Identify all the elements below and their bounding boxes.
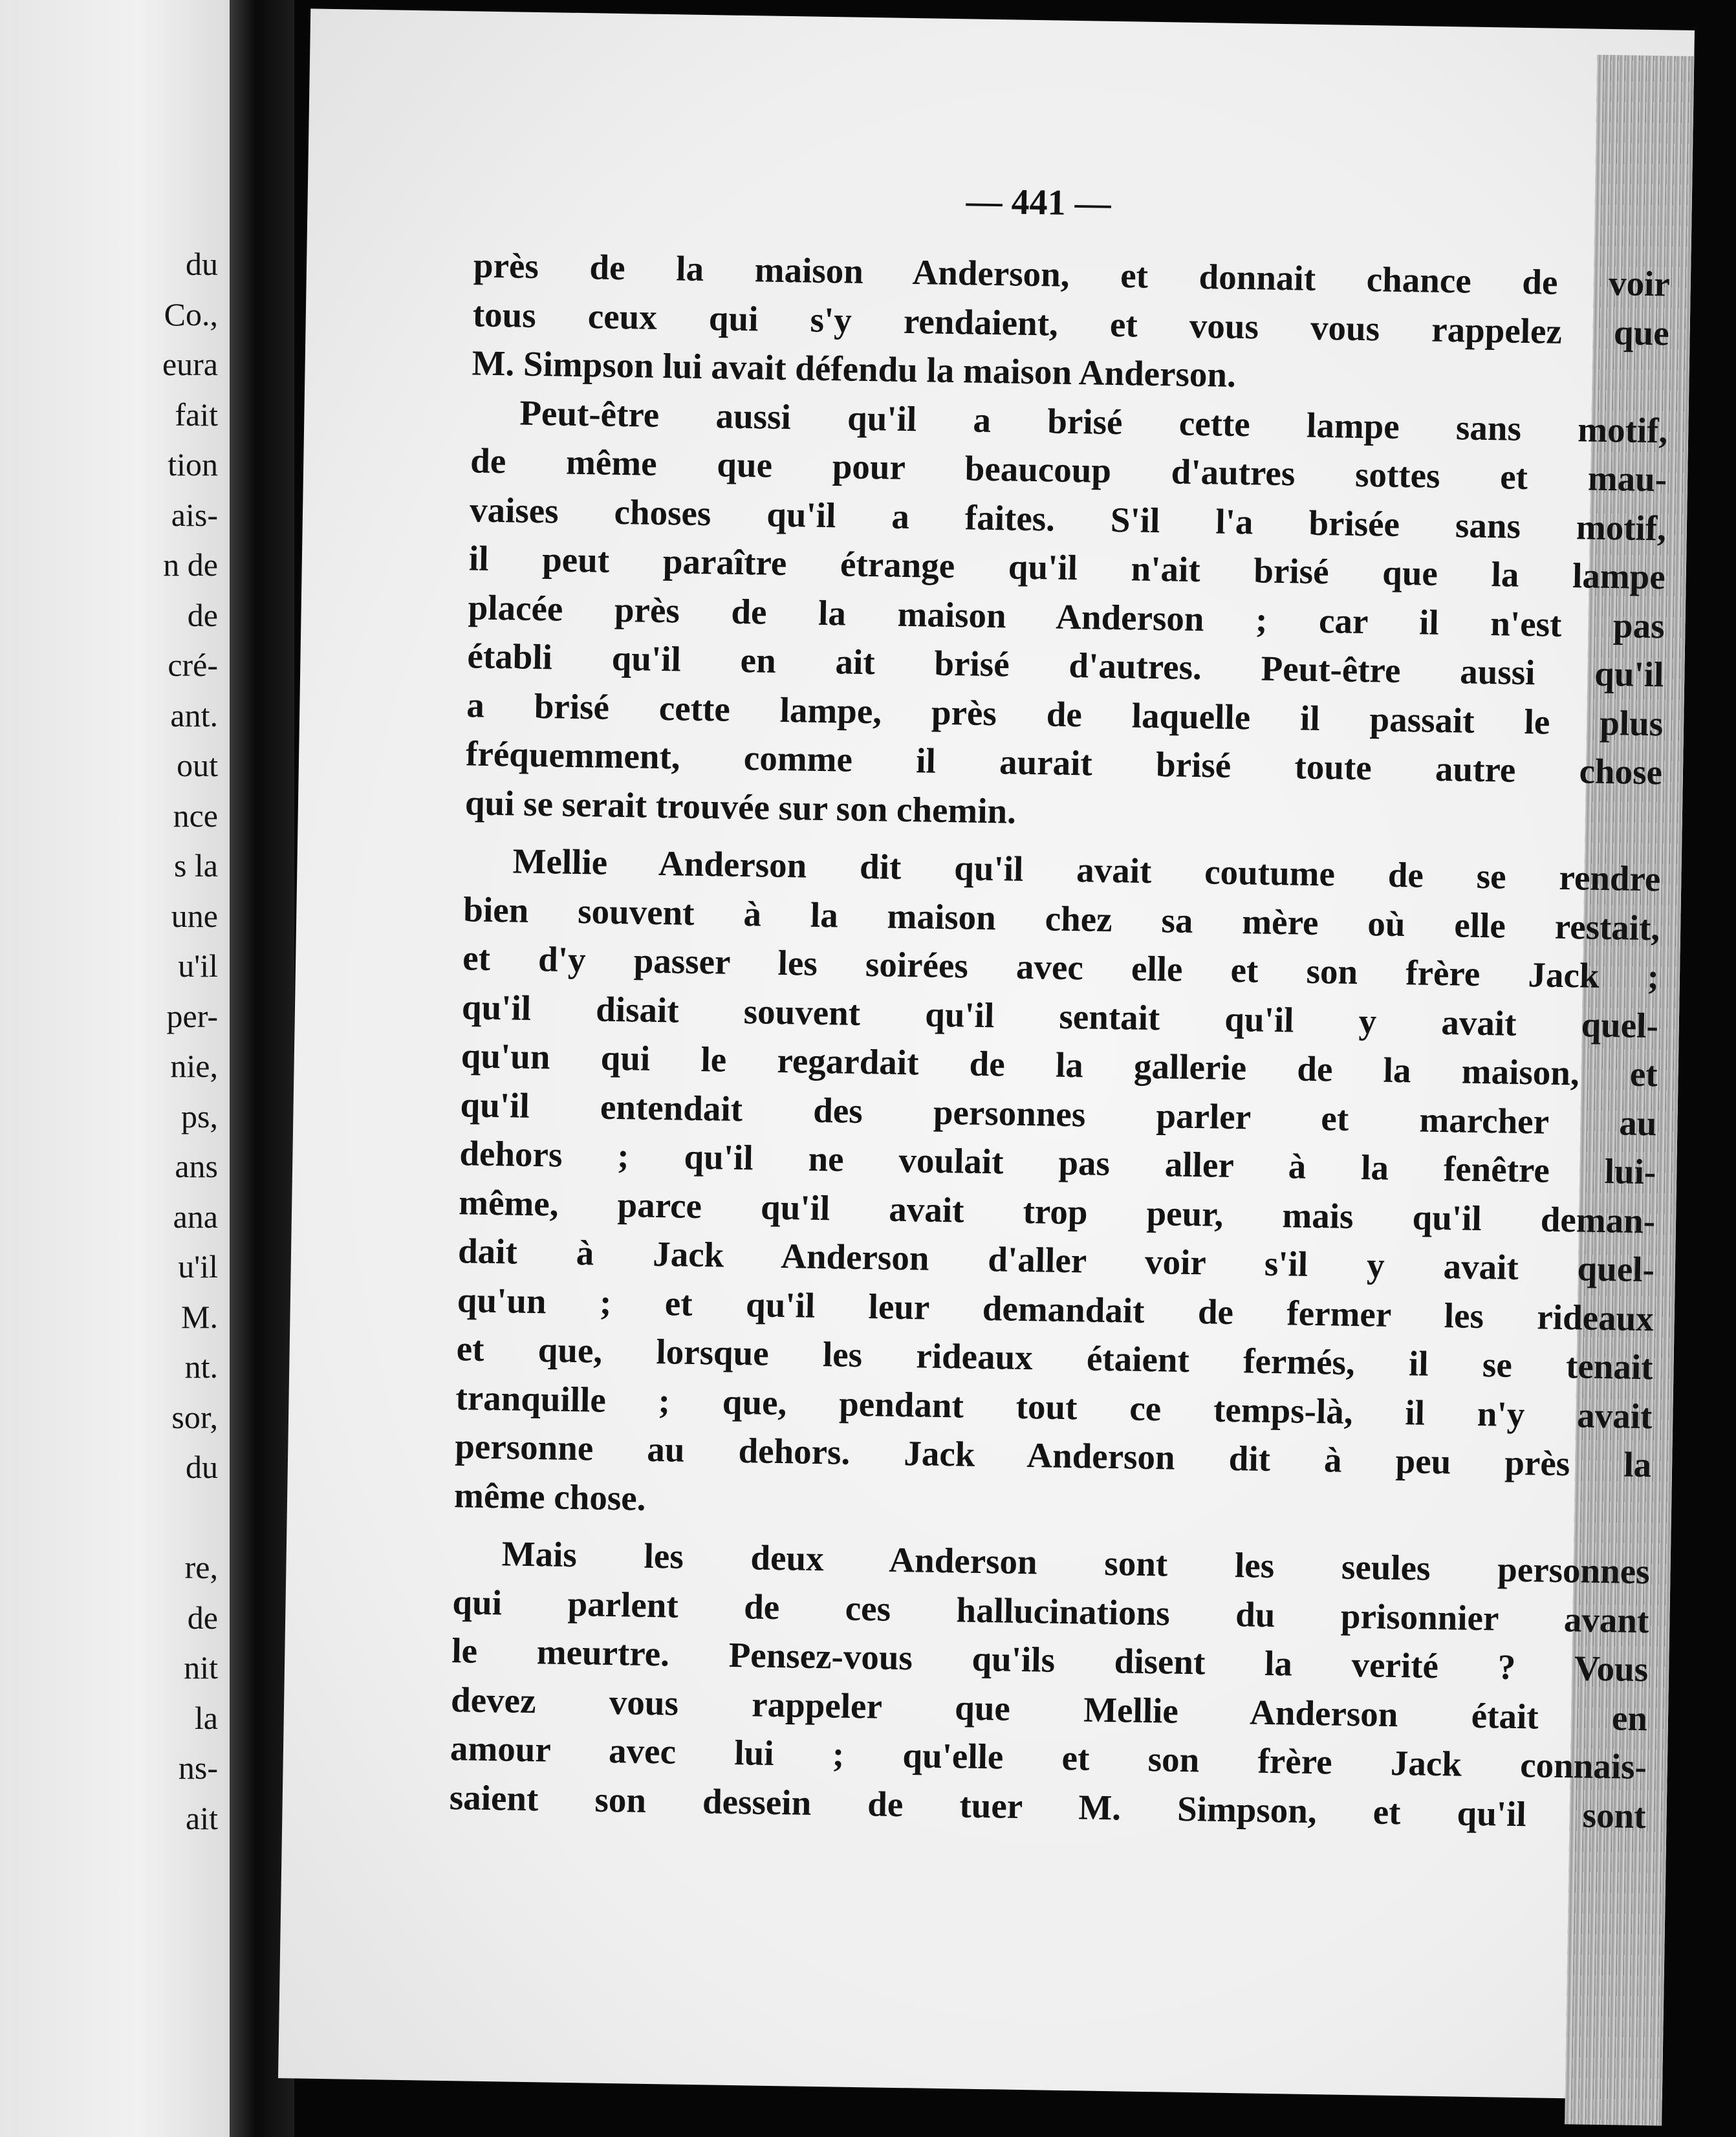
text-line: qu'un qui le regardait de la gallerie de la maison, et bbox=[461, 1036, 1658, 1094]
left-fragment-line: une bbox=[171, 897, 218, 934]
left-fragment-line: nie, bbox=[170, 1048, 218, 1084]
left-fragment-line: sor, bbox=[171, 1398, 218, 1435]
left-fragment-line: ps, bbox=[181, 1098, 218, 1134]
left-fragment-line: n de bbox=[163, 547, 218, 583]
left-fragment-line: de bbox=[187, 596, 218, 633]
left-fragment-line: de bbox=[187, 1599, 218, 1636]
left-fragment-line: du bbox=[186, 1449, 218, 1485]
text-line: a brisé cette lampe, près de laquelle il passait le plus bbox=[466, 684, 1664, 743]
text-line: de même que pour beaucoup d'autres sottes et mau- bbox=[470, 440, 1667, 499]
text-line: établi qu'il en ait brisé d'autres. Peut-être aussi qu'il bbox=[467, 636, 1664, 695]
left-fragment-line: nt. bbox=[184, 1349, 218, 1385]
text-line: saient son dessein de tuer M. Simpson, et qu'il sont bbox=[449, 1777, 1647, 1836]
text-line: il peut paraître étrange qu'il n'ait brisé que la lampe bbox=[468, 538, 1666, 597]
text-line: qui se serait trouvée sur son chemin. bbox=[464, 782, 1017, 831]
paragraph-start-line: Mellie Anderson dit qu'il avait coutume de se rendre bbox=[512, 841, 1661, 899]
text-line: tranquille ; que, pendant tout ce temps-là, il n'y avait bbox=[455, 1377, 1653, 1436]
left-fragment-line: ait bbox=[186, 1799, 218, 1836]
left-fragment-line: s la bbox=[173, 847, 218, 884]
text-line: qui parlent de ces hallucinations du prisonnier avant bbox=[452, 1581, 1649, 1640]
left-fragment-line: nce bbox=[173, 797, 218, 834]
left-fragment-line: nit bbox=[184, 1649, 218, 1686]
text-line: dait à Jack Anderson d'aller voir s'il y avait quel- bbox=[457, 1231, 1655, 1290]
text-line: qu'un ; et qu'il leur demandait de fermer les rideaux bbox=[457, 1279, 1655, 1338]
left-fragment-line: ans bbox=[175, 1148, 218, 1184]
left-fragment-line: ais- bbox=[171, 496, 218, 533]
text-line: et que, lorsque les rideaux étaient fermés, il se tenait bbox=[456, 1329, 1654, 1387]
left-fragment-line: ant. bbox=[170, 697, 218, 733]
left-fragment-line: ns- bbox=[178, 1750, 218, 1786]
left-fragment-line: u'il bbox=[178, 1248, 218, 1285]
left-fragment-line: Co., bbox=[164, 296, 218, 332]
left-fragment-line: out bbox=[177, 747, 218, 783]
text-line: près de la maison Anderson, et donnait chance de voir bbox=[473, 245, 1671, 304]
left-fragment-line: cré- bbox=[168, 647, 218, 683]
left-fragment-line: u'il bbox=[178, 948, 218, 984]
text-line: tous ceux qui s'y rendaient, et vous vous rappelez que bbox=[472, 294, 1670, 353]
left-fragment-line: fait bbox=[175, 396, 218, 433]
text-line: bien souvent à la maison chez sa mère où elle restait, bbox=[462, 889, 1660, 948]
text-line: devez vous rappeler que Mellie Anderson était en bbox=[450, 1679, 1648, 1738]
text-line: le meurtre. Pensez-vous qu'ils disent la verité ? Vous bbox=[451, 1631, 1649, 1689]
left-fragment-line bbox=[89, 1493, 218, 1543]
paragraph-start-line: Peut-être aussi qu'il a brisé cette lampe sans motif, bbox=[519, 393, 1668, 450]
text-line: qu'il disait souvent qu'il sentait qu'il y avait quel- bbox=[461, 986, 1659, 1045]
left-fragment-line: per- bbox=[166, 997, 218, 1034]
left-fragment-line: ana bbox=[173, 1198, 218, 1235]
left-fragment-line: M. bbox=[181, 1298, 218, 1335]
page-number: — 441 — bbox=[966, 181, 1112, 224]
text-line: personne au dehors. Jack Anderson dit à peu près la bbox=[454, 1426, 1652, 1485]
left-page bbox=[0, 0, 230, 2137]
text-line: et d'y passer les soirées avec elle et son frère Jack ; bbox=[462, 938, 1660, 997]
text-line: qu'il entendait des personnes parler et marcher au bbox=[460, 1084, 1657, 1143]
text-line: placée près de la maison Anderson ; car il n'est pas bbox=[468, 587, 1665, 645]
text-line: fréquemment, comme il aurait brisé toute autre chose bbox=[465, 733, 1663, 792]
left-fragment-line: re, bbox=[184, 1549, 218, 1585]
body-text bbox=[449, 241, 1670, 1840]
left-page-text-fragments bbox=[89, 239, 218, 1843]
text-line: même chose. bbox=[453, 1475, 646, 1518]
text-line: M. Simpson lui avait défendu la maison Anderson. bbox=[472, 343, 1237, 395]
left-fragment-line: eura bbox=[162, 346, 218, 382]
text-line: dehors ; qu'il ne voulait pas aller à la fenêtre lui- bbox=[459, 1133, 1656, 1192]
text-line: vaises choses qu'il a faites. S'il l'a brisée sans motif, bbox=[469, 489, 1667, 548]
left-fragment-line: la bbox=[194, 1699, 218, 1736]
left-fragment-line: du bbox=[186, 246, 218, 282]
paragraph-start-line: Mais les deux Anderson sont les seules personnes bbox=[501, 1534, 1651, 1592]
right-page bbox=[278, 8, 1695, 2099]
text-line: amour avec lui ; qu'elle et son frère Jack connais- bbox=[450, 1728, 1647, 1787]
text-line: même, parce qu'il avait trop peur, mais qu'il deman- bbox=[458, 1182, 1656, 1241]
left-fragment-line: tion bbox=[168, 446, 218, 483]
